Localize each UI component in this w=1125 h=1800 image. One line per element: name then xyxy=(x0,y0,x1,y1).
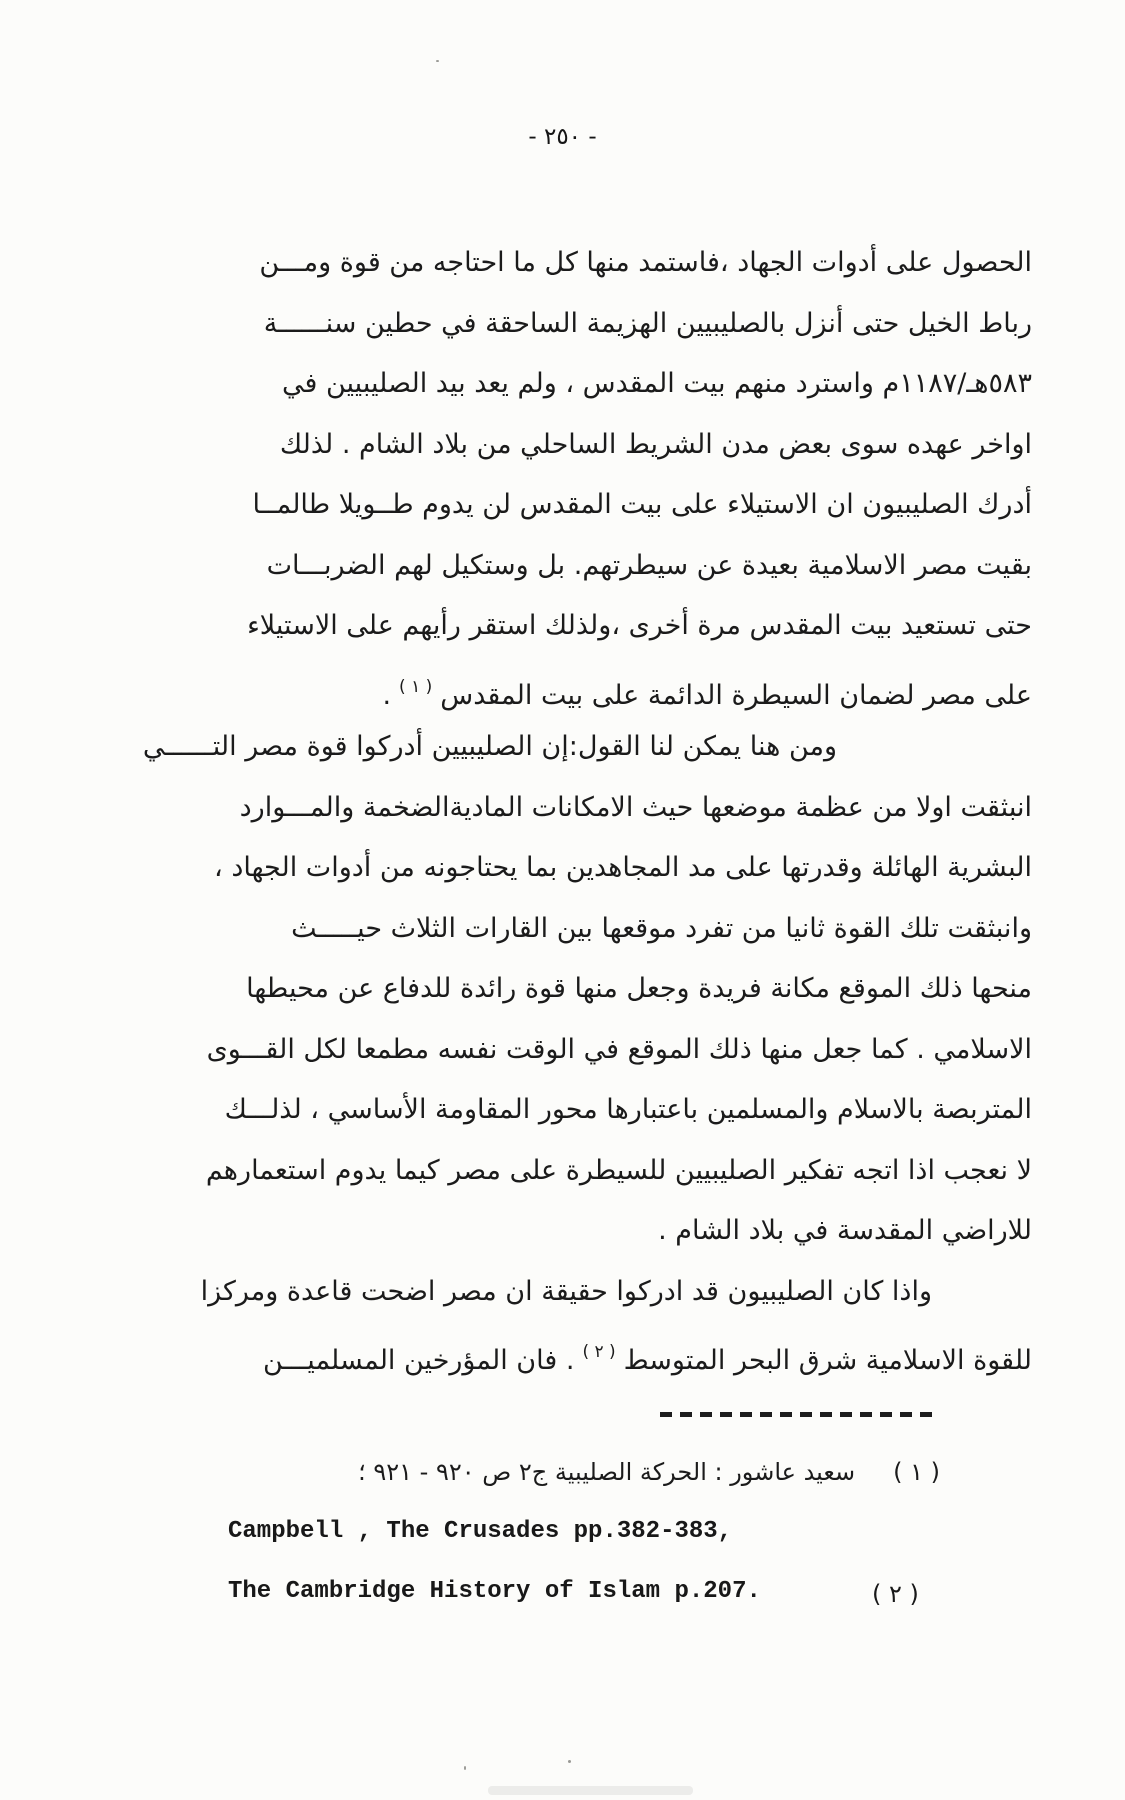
body-line: الحصول على أدوات الجهاد ،فاستمد منها كل ما احتاجه من قوة ومـــن xyxy=(259,247,1032,278)
body-line-text: للقوة الاسلامية شرق البحر المتوسط xyxy=(623,1345,1032,1376)
body-line: للاراضي المقدسة في بلاد الشام . xyxy=(658,1215,1032,1246)
body-line: المتربصة بالاسلام والمسلمين باعتبارها محور المقاومة الأساسي ، لذلـــك xyxy=(224,1094,1032,1125)
document-body xyxy=(88,233,1032,1383)
body-line: لا نعجب اذا اتجه تفكير الصليبيين للسيطرة على مصر كيما يدوم استعمارهم xyxy=(205,1154,1032,1186)
scan-artifact-bar xyxy=(488,1786,693,1795)
footnote-1 xyxy=(358,1450,940,1494)
scan-speck xyxy=(436,60,439,62)
body-line-text: . xyxy=(382,679,392,711)
footnote-1-text: سعيد عاشور : الحركة الصليبية ج٢ ص ٩٢٠ - ٩٢١ ؛ xyxy=(358,1458,856,1486)
body-line-text: . فان المؤرخين المسلميـــن xyxy=(263,1345,575,1376)
body-line: وانبثقت تلك القوة ثانيا من تفرد موقعها بين القارات الثلاث حيـــــث xyxy=(291,912,1032,944)
body-line: ومن هنا يمكن لنا القول:إن الصليبيين أدركوا قوة مصر التــــــي xyxy=(142,731,837,762)
footnote-separator xyxy=(660,1412,940,1417)
body-line xyxy=(88,1322,1032,1383)
body-line: البشرية الهائلة وقدرتها على مد المجاهدين بما يحتاجونه من أدوات الجهاد ، xyxy=(214,852,1032,883)
body-line-text: على مصر لضمان السيطرة الدائمة على بيت المقدس xyxy=(440,679,1032,711)
body-line: الاسلامي . كما جعل منها ذلك الموقع في الوقت نفسه مطمعا لكل القـــوى xyxy=(206,1033,1032,1065)
footnote-2-line-2: The Cambridge History of Islam p.207. xyxy=(228,1578,761,1605)
page-number: - ٢٥٠ - xyxy=(528,124,597,150)
footnote-1-marker: ( ١ ) xyxy=(893,1458,940,1486)
body-line: ٥٨٣هـ/١١٨٧م واسترد منهم بيت المقدس ، ولم يعد بيد الصليبيين في xyxy=(281,368,1032,399)
footnote-2-marker: ( ٢ ) xyxy=(872,1580,919,1608)
footnote-ref-2: ( ٢ ) xyxy=(582,1342,616,1362)
footnote-2-line-1: Campbell , The Crusades pp.382-383, xyxy=(228,1518,733,1545)
footnote-ref-1: ( ١ ) xyxy=(399,676,433,697)
body-line: اواخر عهده سوى بعض مدن الشريط الساحلي من بلاد الشام . لذلك xyxy=(279,428,1032,460)
body-line: رباط الخيل حتى أنزل بالصليبيين الهزيمة الساحقة في حطين سنــــــة xyxy=(263,307,1032,339)
body-line: واذا كان الصليبيون قد ادركوا حقيقة ان مصر اضحت قاعدة ومركزا xyxy=(200,1275,932,1307)
body-line xyxy=(88,657,1032,718)
body-line: بقيت مصر الاسلامية بعيدة عن سيطرتهم. بل وستكيل لهم الضربـــات xyxy=(266,549,1032,581)
body-line: حتى تستعيد بيت المقدس مرة أخرى ،ولذلك استقر رأيهم على الاستيلاء xyxy=(247,610,1032,641)
body-line: أدرك الصليبيون ان الاستيلاء على بيت المقدس لن يدوم طــويلا طالمــا xyxy=(252,489,1032,520)
scan-speck xyxy=(464,1766,466,1770)
body-line: منحها ذلك الموقع مكانة فريدة وجعل منها قوة رائدة للدفاع عن محيطها xyxy=(246,973,1032,1004)
scan-speck xyxy=(568,1760,571,1763)
body-line: انبثقت اولا من عظمة موضعها حيث الامكانات الماديةالضخمة والمـــوارد xyxy=(239,791,1032,823)
